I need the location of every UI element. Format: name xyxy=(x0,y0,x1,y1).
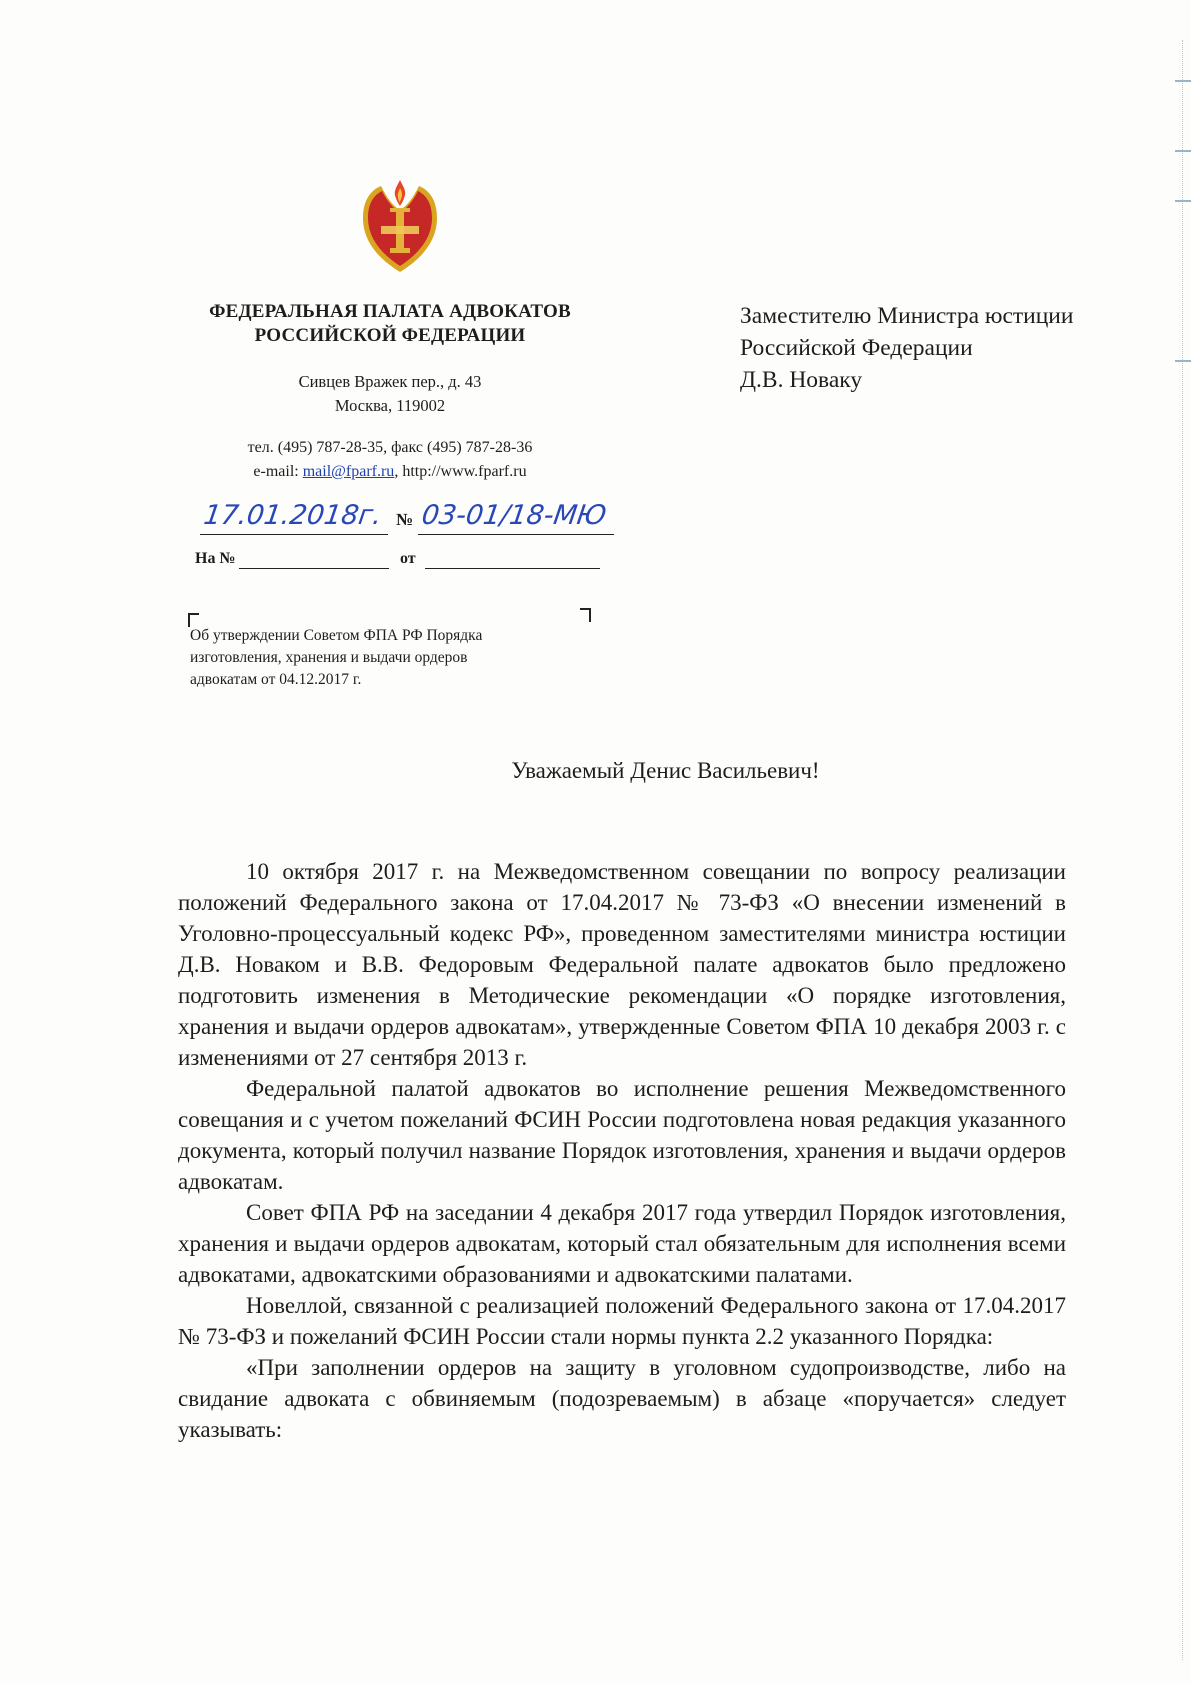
org-name-line2: РОССИЙСКОЙ ФЕДЕРАЦИИ xyxy=(254,325,526,346)
email-link[interactable]: mail@fparf.ru xyxy=(302,463,395,480)
scan-edge-marks xyxy=(1182,40,1191,1660)
from-blank xyxy=(425,568,600,569)
registration-line xyxy=(200,500,620,540)
phone-fax: тел. (495) 787-28-35, факс (495) 787-28-36 xyxy=(247,439,533,456)
subject-corner-right xyxy=(580,608,591,622)
from-label: от xyxy=(400,550,416,567)
in-reply-line xyxy=(195,550,615,580)
recipient-block xyxy=(740,300,1160,396)
in-reply-label: На № xyxy=(195,550,236,567)
email-website-line xyxy=(175,460,605,484)
body-paragraph: 10 октября 2017 г. на Межведомственном совещании по вопросу реализации положений Федерального закона от 17.04.2017 № 73-ФЗ «О внесении изменений в Уголовно-процессуальный кодекс РФ», проведенном заместителями министра юстиции Д.В. Новаком и В.В. Федоровым Федеральной палате адвокатов было предложено подготовить изменения в Методические рекомендации «О порядке изготовления, хранения и выдачи ордеров адвокатам», утвержденные Советом ФПА 10 декабря 2003 г. с изменениями от 27 сентября 2013 г. xyxy=(178,859,1066,1070)
edge-tick xyxy=(1175,150,1191,152)
address-line2: Москва, 119002 xyxy=(334,396,446,415)
email-label: e-mail: xyxy=(253,463,303,480)
body-paragraph: Федеральной палатой адвокатов во исполнение решения Межведомственного совещания и с учетом пожеланий ФСИН России подготовлена новая редакция указанного документа, который получил название Порядок изготовления, хранения и выдачи ордеров адвокатам. xyxy=(178,1076,1066,1194)
org-name-line1: ФЕДЕРАЛЬНАЯ ПАЛАТА АДВОКАТОВ xyxy=(209,301,571,322)
subject-line2: изготовления, хранения и выдачи ордеров xyxy=(190,649,468,666)
edge-tick xyxy=(1175,80,1191,82)
subject-line3: адвокатам от 04.12.2017 г. xyxy=(190,671,362,688)
salutation: Уважаемый Денис Васильевич! xyxy=(511,758,820,783)
body-paragraph: Совет ФПА РФ на заседании 4 декабря 2017 года утвердил Порядок изготовления, хранения и выдачи ордеров адвокатам, который стал обязательным для исполнения всеми адвокатами, адвокатскими образованиями и адвокатскими палатами. xyxy=(178,1200,1066,1287)
edge-tick xyxy=(1175,360,1191,362)
organization-contacts xyxy=(175,436,605,484)
website-text: , http://www.fparf.ru xyxy=(394,463,527,480)
address-line1: Сивцев Вражек пер., д. 43 xyxy=(298,372,482,391)
in-reply-blank xyxy=(239,568,389,569)
recipient-line1: Заместителю Министра юстиции xyxy=(740,303,1074,329)
number-underline xyxy=(418,534,614,535)
bar-association-emblem-icon xyxy=(357,176,443,274)
number-label: № xyxy=(396,510,414,529)
recipient-line3: Д.В. Новаку xyxy=(740,367,863,393)
body-paragraph: Новеллой, связанной с реализацией положений Федерального закона от 17.04.2017 № 73-ФЗ и пожеланий ФСИН России стали нормы пункта 2.2 указанного Порядка: xyxy=(178,1293,1066,1349)
edge-tick xyxy=(1175,200,1191,202)
organization-address xyxy=(175,370,605,418)
body-paragraph: «При заполнении ордеров на защиту в уголовном судопроизводстве, либо на свидание адвоката с обвиняемым (подозреваемым) в абзаце «поручается» следует указывать: xyxy=(178,1355,1066,1442)
letter-body xyxy=(178,856,1066,1445)
letter-subject xyxy=(190,625,590,691)
handwritten-date: 17.01.2018г. xyxy=(201,500,384,531)
handwritten-number: 03-01/18-МЮ xyxy=(419,500,609,531)
date-underline xyxy=(200,534,388,535)
recipient-line2: Российской Федерации xyxy=(740,335,973,361)
organization-name xyxy=(175,300,605,348)
subject-line1: Об утверждении Советом ФПА РФ Порядка xyxy=(190,627,483,644)
